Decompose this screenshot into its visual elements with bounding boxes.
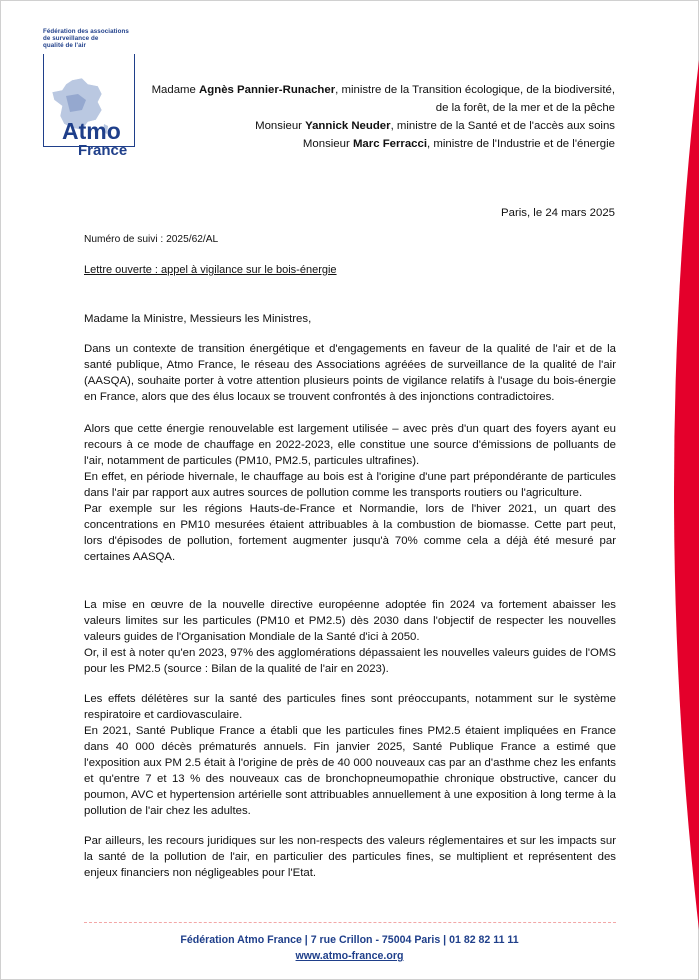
logo-brand-atmo: Atmo: [62, 118, 121, 144]
recipient-line: Monsieur Yannick Neuder, ministre de la Santé et de l'accès aux soins: [255, 120, 615, 132]
letter-subject: Lettre ouverte : appel à vigilance sur le bois-énergie: [84, 264, 337, 276]
logo-brand-france: France: [78, 142, 128, 159]
logo-tagline-3: qualité de l'air: [43, 42, 86, 49]
paragraph-text: Par exemple sur les régions Hauts-de-France et Normandie, lors de l'hiver 2021, un quart des concentrations en PM10 mesurées étaient attribuables à la combustion de biomasse. Cette part peut, lors d'épisodes de pollution, fortement augmenter jusqu'à 70% comme cela a déjà été mesuré par certaines AASQA.: [84, 503, 616, 563]
footer-address: Fédération Atmo France | 7 rue Crillon - 75004 Paris | 01 82 82 11 11: [180, 934, 519, 946]
paragraph-text: En effet, en période hivernale, le chauffage au bois est à l'origine d'une part prépondérante de particules dans l'air par rapport aux autres sources de pollution comme les transports routiers ou l'agriculture.: [84, 471, 616, 499]
paragraph-text: Les effets délétères sur la santé des particules fines sont préoccupants, notamment sur le système respiratoire et cardiovasculaire.: [84, 693, 616, 721]
paragraph-text: Alors que cette énergie renouvelable est largement utilisée – avec près d'un quart des foyers ayant eu recours à ce mode de chauffage en 2022-2023, elle constitue une source d'émissions de polluants de l'air, notamment de particules (PM10, PM2.5, particules ultrafines).: [84, 423, 616, 467]
logo-frame: [43, 54, 135, 159]
paragraph-legal: [84, 833, 616, 881]
logo-tagline-2: de surveillance de: [43, 35, 99, 42]
salutation: Madame la Ministre, Messieurs les Ministres,: [84, 313, 312, 325]
paragraph-text: Dans un contexte de transition énergétique et d'engagements en faveur de la qualité de l'air et de la santé publique, Atmo France, le réseau des Associations agréées de surveillance de la qualité de l'air (AASQA), souhaite porter à votre attention plusieurs points de vigilance relatifs à l'usage du bois-énergie en France, alors que des élus locaux se trouvent confrontés à des injonctions contradictoires.: [84, 343, 616, 403]
reference-number: Numéro de suivi : 2025/62/AL: [84, 234, 219, 245]
recipient-line: de la forêt, de la mer et de la pêche: [435, 102, 615, 114]
paragraph-intro: [84, 341, 616, 405]
paragraph-directive: [84, 597, 616, 677]
paragraph-text: La mise en œuvre de la nouvelle directive européenne adoptée fin 2024 va fortement abaisser les valeurs limites sur les particules (PM10 et PM2.5) dès 2030 dans l'objectif de respecter les nouvelles valeurs guides de l'Organisation Mondiale de la Santé d'ici à 2050.: [84, 599, 616, 643]
footer-website-link[interactable]: www.atmo-france.org: [295, 950, 404, 962]
logo-tagline-1: Fédération des associations: [43, 28, 129, 35]
footer-divider: [84, 922, 616, 923]
recipients-block: [152, 81, 615, 153]
paragraph-text: Or, il est à noter qu'en 2023, 97% des agglomérations dépassaient les nouvelles valeurs guides de l'OMS pour les PM2.5 (source : Bilan de la qualité de l'air en 2023).: [84, 647, 616, 675]
paragraph-text: Par ailleurs, les recours juridiques sur les non-respects des valeurs réglementaires et sur les impacts sur la santé de la pollution de l'air, en particulier des particules fines, se multiplient et représentent des enjeux financiers non négligeables pour l'Etat.: [84, 835, 616, 879]
paragraph-wood-energy: [84, 421, 616, 565]
atmo-france-logo: [43, 28, 135, 159]
decorative-red-arc: [659, 0, 699, 980]
recipient-line: Madame Agnès Pannier-Runacher, ministre de la Transition écologique, de la biodiversité,: [151, 84, 615, 96]
paragraph-text: En 2021, Santé Publique France a établi que les particules fines PM2.5 étaient impliquées en France dans 40 000 décès prématurés annuels. Fin janvier 2025, Santé Publique France a estimé que l'exposition aux PM 2.5 était à l'origine de près de 40 000 nouveaux cas par an d'asthme chez les enfants et qu'entre 7 et 13 % des nouveaux cas de bronchopneumopathie chronique obstructive, cancer du poumon, AVC et hypertension artérielle sont attribuables annuellement à une exposition à long terme à la pollution de l'air chez les adultes.: [84, 725, 616, 817]
recipient-line: Monsieur Marc Ferracci, ministre de l'Industrie et de l'énergie: [302, 138, 615, 150]
paragraph-health-effects: [84, 691, 616, 819]
letter-date: Paris, le 24 mars 2025: [501, 207, 615, 219]
